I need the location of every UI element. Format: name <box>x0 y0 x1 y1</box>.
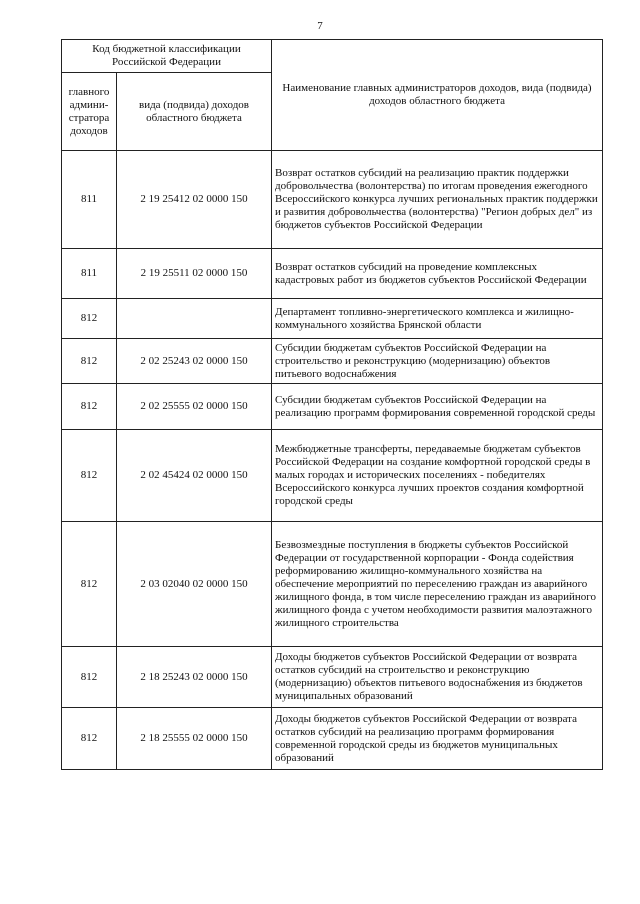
admin-code-cell: 812 <box>62 384 117 430</box>
income-name-cell: Возврат остатков субсидий на проведение комплексных кадастровых работ из бюджетов субъектов Российской Федерации <box>272 249 603 299</box>
header-income-kind: вида (подвида) доходов областного бюджета <box>117 73 272 151</box>
table-row <box>62 522 603 647</box>
table-row <box>62 249 603 299</box>
income-code-cell: 2 02 45424 02 0000 150 <box>117 430 272 522</box>
income-code-cell: 2 02 25243 02 0000 150 <box>117 339 272 384</box>
admin-code-cell: 811 <box>62 249 117 299</box>
income-code-cell: 2 18 25555 02 0000 150 <box>117 708 272 770</box>
income-code-cell <box>117 299 272 339</box>
table-row <box>62 339 603 384</box>
income-code-cell: 2 18 25243 02 0000 150 <box>117 647 272 708</box>
table-row <box>62 647 603 708</box>
table-row <box>62 299 603 339</box>
page-number: 7 <box>317 20 323 32</box>
admin-code-cell: 812 <box>62 522 117 647</box>
header-name: Наименование главных администраторов доходов, вида (подвида) доходов областного бюджета <box>272 40 603 151</box>
table-row <box>62 708 603 770</box>
header-classification-code: Код бюджетной классификации Российской Федерации <box>62 40 272 73</box>
table-row <box>62 430 603 522</box>
income-name-cell: Доходы бюджетов субъектов Российской Федерации от возврата остатков субсидий на строительство и реконструкцию (модернизацию) объектов питьевого водоснабжения из бюджетов муниципальных образований <box>272 647 603 708</box>
income-name-cell: Субсидии бюджетам субъектов Российской Федерации на реализацию программ формирования современной городской среды <box>272 384 603 430</box>
header-row <box>62 40 603 73</box>
income-name-cell: Межбюджетные трансферты, передаваемые бюджетам субъектов Российской Федерации на создание комфортной городской среды в малых городах и исторических поселениях - победителях Всероссийского конкурса лучших проектов создания комфортной городской среды <box>272 430 603 522</box>
header-admin-code: главного админи-стратора доходов <box>62 73 117 151</box>
table-row <box>62 384 603 430</box>
admin-code-cell: 812 <box>62 708 117 770</box>
income-name-cell: Доходы бюджетов субъектов Российской Федерации от возврата остатков субсидий на реализацию программ формирования современной городской среды из бюджетов муниципальных образований <box>272 708 603 770</box>
income-name-cell: Возврат остатков субсидий на реализацию практик поддержки добровольчества (волонтерства) по итогам проведения ежегодного Всероссийского конкурса лучших региональных практик поддержки и развития добровольчества (волонтерства) "Регион добрых дел" из бюджетов субъектов Российской Федерации <box>272 151 603 249</box>
department-name-cell: Департамент топливно-энергетического комплекса и жилищно-коммунального хозяйства Брянской области <box>272 299 603 339</box>
income-name-cell: Безвозмездные поступления в бюджеты субъектов Российской Федерации от государственной корпорации - Фонда содействия реформированию жилищно-коммунального хозяйства на обеспечение мероприятий по переселению граждан из аварийного жилищного фонда, в том числе переселению граждан из аварийного жилищного фонда с учетом необходимости развития малоэтажного жилищного строительства <box>272 522 603 647</box>
admin-code-cell: 811 <box>62 151 117 249</box>
income-name-cell: Субсидии бюджетам субъектов Российской Федерации на строительство и реконструкцию (модернизацию) объектов питьевого водоснабжения <box>272 339 603 384</box>
admin-code-cell: 812 <box>62 430 117 522</box>
income-code-cell: 2 03 02040 02 0000 150 <box>117 522 272 647</box>
admin-code-cell: 812 <box>62 647 117 708</box>
admin-code-cell: 812 <box>62 299 117 339</box>
income-code-cell: 2 02 25555 02 0000 150 <box>117 384 272 430</box>
budget-classification-table <box>61 39 603 770</box>
income-code-cell: 2 19 25511 02 0000 150 <box>117 249 272 299</box>
table-row <box>62 151 603 249</box>
admin-code-cell: 812 <box>62 339 117 384</box>
income-code-cell: 2 19 25412 02 0000 150 <box>117 151 272 249</box>
